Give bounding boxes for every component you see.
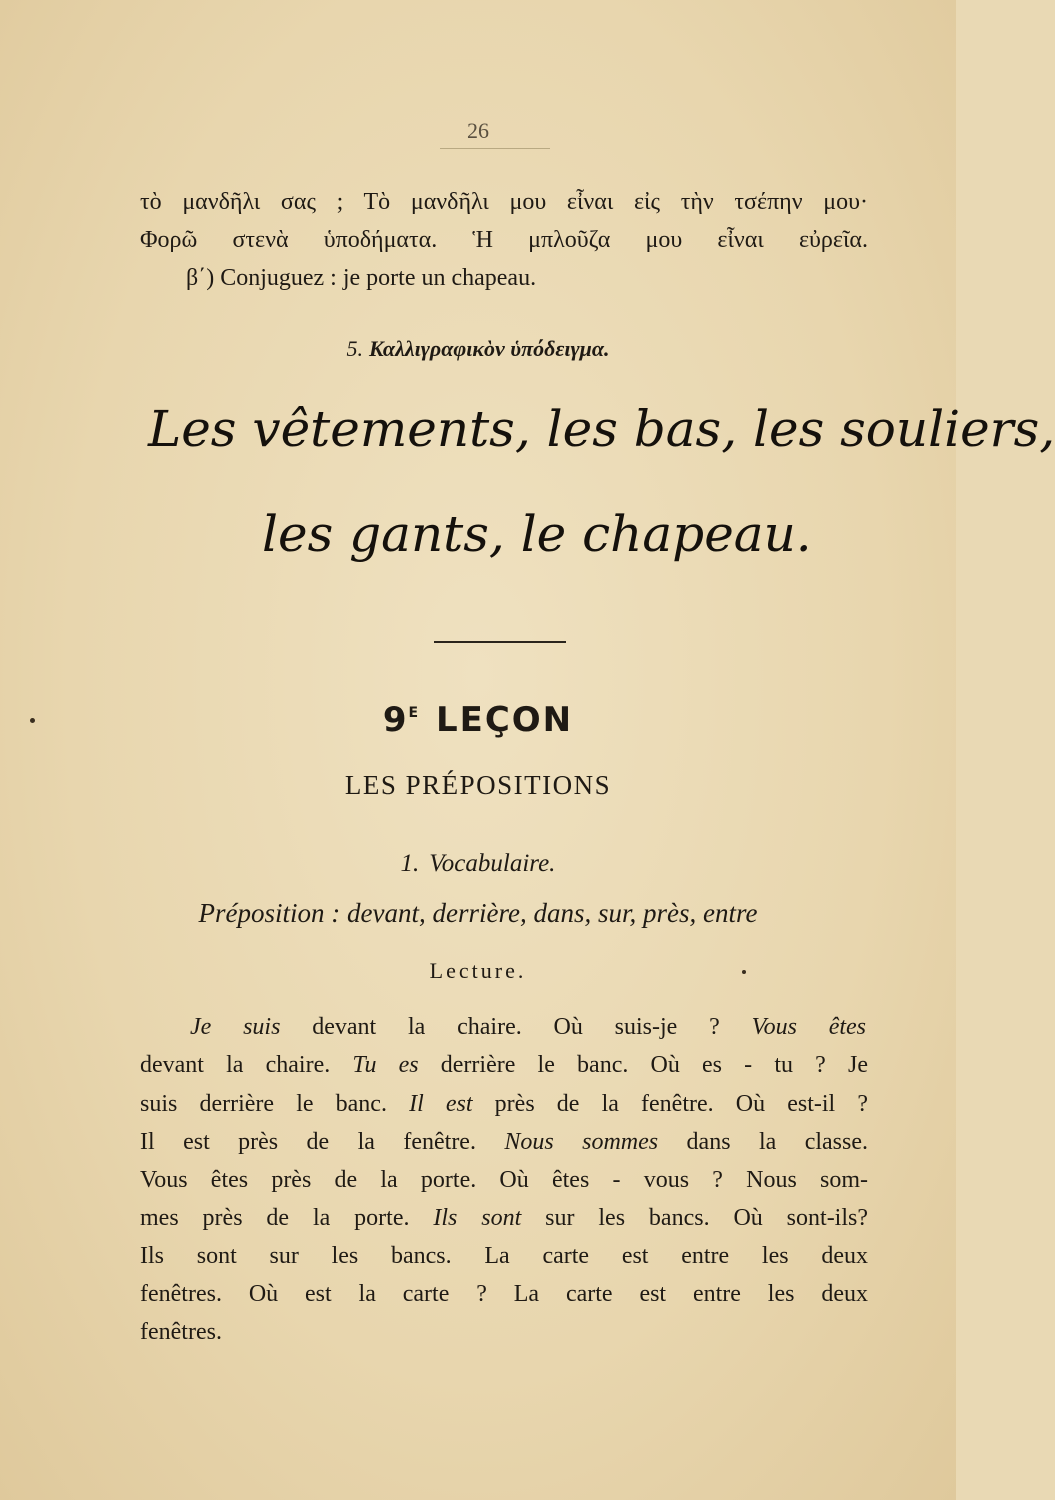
reading-line-4 — [140, 1123, 868, 1161]
lesson-number-suffix: E — [408, 705, 419, 721]
reading-italic: Je suis — [190, 1014, 281, 1040]
reading-text: dans la classe. — [658, 1129, 868, 1155]
reading-line-1 — [190, 1008, 866, 1046]
calligraphy-heading-number: 5. — [346, 336, 363, 361]
lesson-number: 9 — [382, 700, 409, 740]
reading-text: devant la chaire. Où suis-je ? — [280, 1014, 752, 1040]
greek-line-2: Φορῶ στενὰ ὑποδήματα. Ἡ μπλοῦζα μου εἶναι εὐρεῖα. — [140, 227, 868, 253]
calligraphy-heading — [0, 336, 956, 362]
lesson-subtitle: LES PRÉPOSITIONS — [344, 770, 612, 800]
reading-line-7: Ils sont sur les bancs. La carte est entre les deux — [140, 1243, 868, 1269]
reading-italic: Tu es — [352, 1052, 419, 1078]
page-number-rule — [440, 148, 550, 149]
reading-line-6 — [140, 1199, 868, 1237]
reading-line-8: fenêtres. Où est la carte ? La carte est entre les deux — [140, 1281, 868, 1307]
lesson-title — [0, 700, 956, 740]
reading-italic: Il est — [409, 1091, 473, 1117]
ink-speck — [30, 718, 35, 723]
reading-text: devant la chaire. — [140, 1052, 353, 1078]
reading-line-3 — [140, 1085, 868, 1123]
lecture-label: Lecture. — [429, 958, 527, 983]
reading-line-9: fenêtres. — [140, 1319, 222, 1345]
reading-text: mes près de la porte. — [140, 1205, 434, 1231]
ink-speck — [742, 970, 746, 974]
reading-line-2 — [140, 1046, 868, 1084]
vocabulary-number: 1. — [400, 850, 420, 877]
reading-italic: Vous êtes — [751, 1014, 867, 1040]
reading-line-5: Vous êtes près de la porte. Où êtes - vous ? Nous som- — [140, 1167, 868, 1193]
reading-text: près de la fenêtre. Où est-il ? — [472, 1091, 868, 1117]
prepositions-line: Préposition : devant, derrière, dans, sur, près, entre — [198, 898, 758, 928]
section-divider — [434, 641, 566, 643]
calligraphy-line-1: Les vêtements, les bas, les souliers, — [148, 400, 1055, 458]
conjuguez-line: β΄) Conjuguez : je porte un chapeau. — [186, 265, 537, 291]
reading-text: derrière le banc. Où es - tu ? Je — [418, 1052, 868, 1078]
reading-italic: Nous sommes — [504, 1129, 659, 1155]
greek-line-1: τὸ μανδῆλι σας ; Τὸ μανδῆλι μου εἶναι εἰς τὴν τσέπην μου· — [140, 189, 868, 215]
vocabulary-text: Vocabulaire. — [429, 850, 556, 877]
lesson-word: LEÇON — [435, 700, 574, 740]
vocabulary-heading — [0, 850, 956, 878]
reading-italic: Ils sont — [433, 1205, 522, 1231]
page-number: 26 — [467, 118, 489, 143]
calligraphy-line-2: les gants, le chapeau. — [262, 505, 812, 563]
reading-text: Il est près de la fenêtre. — [140, 1129, 505, 1155]
reading-text: suis derrière le banc. — [140, 1091, 410, 1117]
calligraphy-heading-text: Καλλιγραφικὸν ὑπόδειγμα. — [368, 336, 610, 361]
reading-text: sur les bancs. Où sont-ils? — [521, 1205, 869, 1231]
